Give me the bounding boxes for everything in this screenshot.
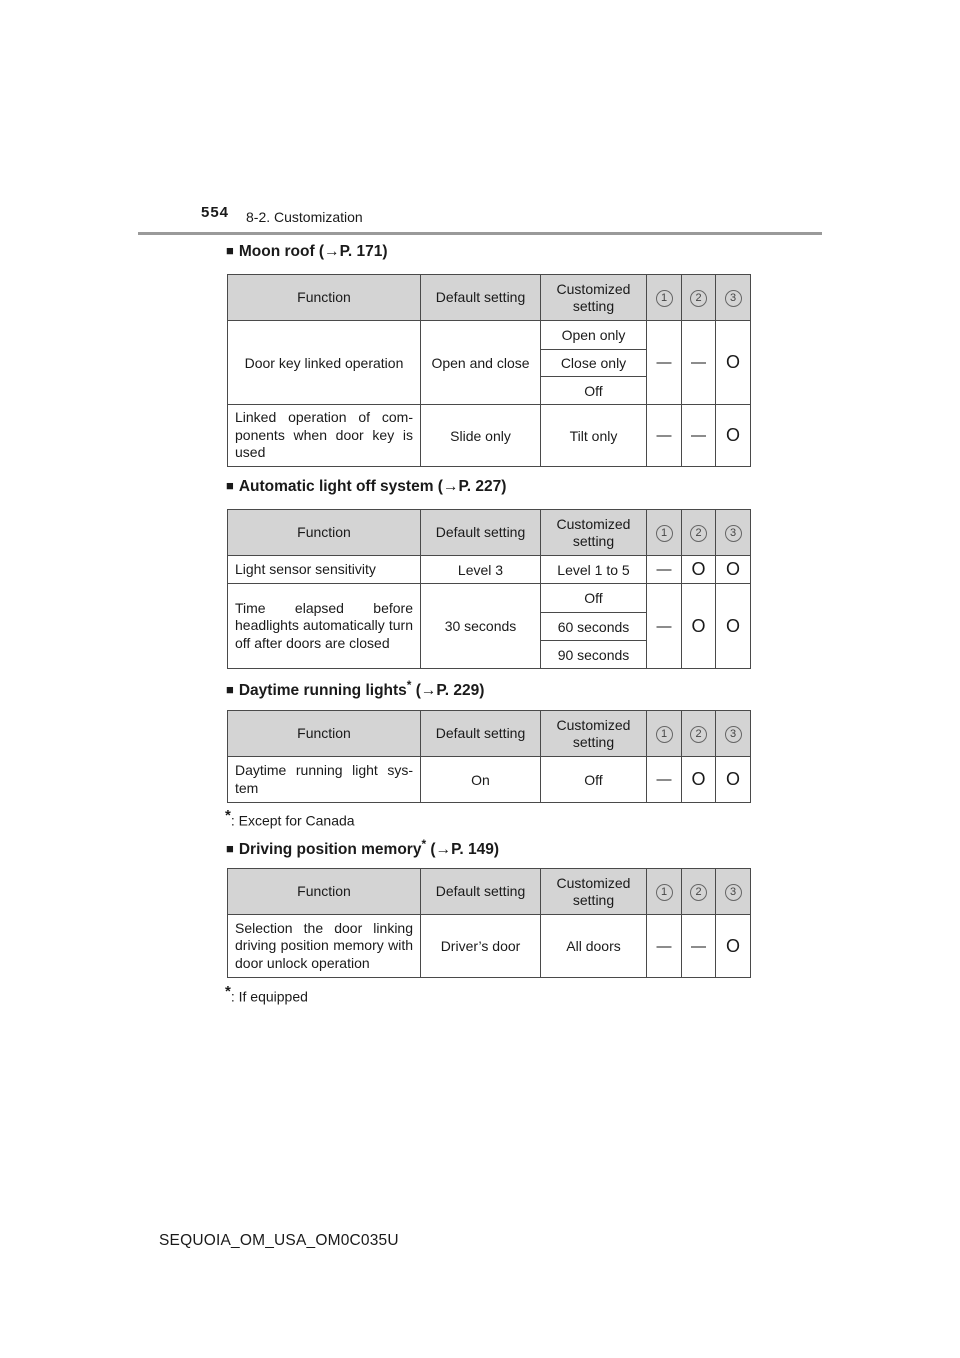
asterisk: *: [406, 678, 412, 692]
mark-2: O: [682, 556, 716, 584]
col-3: [716, 869, 751, 915]
number-2-icon: 2: [690, 726, 707, 743]
col-custom: Customized setting: [541, 275, 647, 321]
col-default: Default setting: [421, 275, 541, 321]
col-3: [716, 275, 751, 321]
default-cell: Driver’s door: [421, 915, 541, 978]
section-label: 8-2. Customization: [246, 209, 363, 225]
number-3-icon: 3: [725, 525, 742, 542]
daytime-lights-table: [227, 710, 751, 803]
square-bullet-icon: ■: [226, 841, 234, 857]
function-cell: Selection the door linking driving position memory with door unlock operation: [228, 915, 421, 978]
table-header-row: [228, 510, 751, 556]
function-cell: Daytime running light sys- tem: [228, 757, 421, 803]
col-2: [682, 869, 716, 915]
page-number: 554: [201, 204, 230, 221]
col-function: Function: [228, 711, 421, 757]
table-row: [228, 405, 751, 467]
default-cell: Level 3: [421, 556, 541, 584]
custom-cell: 90 seconds: [541, 641, 647, 669]
col-1: [647, 869, 682, 915]
function-cell: Linked operation of com- ponents when door key is used: [228, 405, 421, 467]
footnote-except-canada: *: Except for Canada: [225, 807, 355, 829]
section-title-light-off: ■ Automatic light off system (→P. 227): [226, 478, 507, 495]
default-cell: 30 seconds: [421, 584, 541, 669]
col-default: Default setting: [421, 711, 541, 757]
square-bullet-icon: ■: [226, 478, 234, 493]
number-1-icon: 1: [656, 525, 673, 542]
col-1: [647, 510, 682, 556]
asterisk: *: [225, 983, 231, 1000]
default-cell: On: [421, 757, 541, 803]
number-1-icon: 1: [656, 290, 673, 307]
function-cell: Door key linked operation: [228, 321, 421, 405]
mark-1: —: [647, 757, 682, 803]
table-row: [228, 321, 751, 350]
number-2-icon: 2: [690, 525, 707, 542]
document-code: SEQUOIA_OM_USA_OM0C035U: [159, 1232, 399, 1249]
number-2-icon: 2: [690, 290, 707, 307]
col-function: Function: [228, 869, 421, 915]
mark-3: O: [716, 584, 751, 669]
custom-cell: Level 1 to 5: [541, 556, 647, 584]
mark-3: O: [716, 915, 751, 978]
mark-1: —: [647, 915, 682, 978]
col-default: Default setting: [421, 510, 541, 556]
mark-2: O: [682, 584, 716, 669]
col-1: [647, 275, 682, 321]
asterisk: *: [421, 837, 427, 851]
mark-3: O: [716, 757, 751, 803]
col-default: Default setting: [421, 869, 541, 915]
mark-2: O: [682, 757, 716, 803]
table-row: [228, 584, 751, 613]
mark-1: —: [647, 321, 682, 405]
function-cell: Time elapsed before headlights automatically turn off after doors are closed: [228, 584, 421, 669]
number-3-icon: 3: [725, 726, 742, 743]
col-function: Function: [228, 275, 421, 321]
number-3-icon: 3: [725, 290, 742, 307]
table-header-row: [228, 711, 751, 757]
mark-3: O: [716, 405, 751, 467]
section-title-moon-roof: ■ Moon roof (→P. 171): [226, 243, 388, 260]
light-off-table: [227, 509, 751, 669]
section-title-daytime-lights: ■ Daytime running lights* (→P. 229): [226, 678, 485, 700]
number-3-icon: 3: [725, 884, 742, 901]
custom-cell: Off: [541, 377, 647, 405]
position-memory-table: [227, 868, 751, 978]
mark-3: O: [716, 321, 751, 405]
header-rule: [138, 232, 822, 235]
number-1-icon: 1: [656, 726, 673, 743]
custom-cell: Off: [541, 584, 647, 613]
square-bullet-icon: ■: [226, 243, 234, 258]
table-row: [228, 757, 751, 803]
mark-1: —: [647, 584, 682, 669]
number-1-icon: 1: [656, 884, 673, 901]
default-cell: Slide only: [421, 405, 541, 467]
custom-cell: Open only: [541, 321, 647, 350]
col-1: [647, 711, 682, 757]
default-cell: Open and close: [421, 321, 541, 405]
col-2: [682, 711, 716, 757]
section-title-position-memory: ■ Driving position memory* (→P. 149): [226, 837, 500, 859]
table-header-row: [228, 869, 751, 915]
mark-1: —: [647, 556, 682, 584]
table-row: [228, 556, 751, 584]
footnote-if-equipped: *: If equipped: [225, 983, 308, 1005]
col-2: [682, 275, 716, 321]
col-3: [716, 510, 751, 556]
custom-cell: Close only: [541, 350, 647, 377]
custom-cell: All doors: [541, 915, 647, 978]
col-custom: Customized setting: [541, 510, 647, 556]
square-bullet-icon: ■: [226, 682, 234, 698]
col-function: Function: [228, 510, 421, 556]
number-2-icon: 2: [690, 884, 707, 901]
function-cell: Light sensor sensitivity: [228, 556, 421, 584]
col-3: [716, 711, 751, 757]
custom-cell: 60 seconds: [541, 613, 647, 641]
mark-2: —: [682, 405, 716, 467]
asterisk: *: [225, 807, 231, 824]
mark-2: —: [682, 915, 716, 978]
moon-roof-table: [227, 274, 751, 467]
table-header-row: [228, 275, 751, 321]
mark-3: O: [716, 556, 751, 584]
col-custom: Customized setting: [541, 869, 647, 915]
custom-cell: Tilt only: [541, 405, 647, 467]
mark-2: —: [682, 321, 716, 405]
col-2: [682, 510, 716, 556]
mark-1: —: [647, 405, 682, 467]
col-custom: Customized setting: [541, 711, 647, 757]
table-row: [228, 915, 751, 978]
custom-cell: Off: [541, 757, 647, 803]
